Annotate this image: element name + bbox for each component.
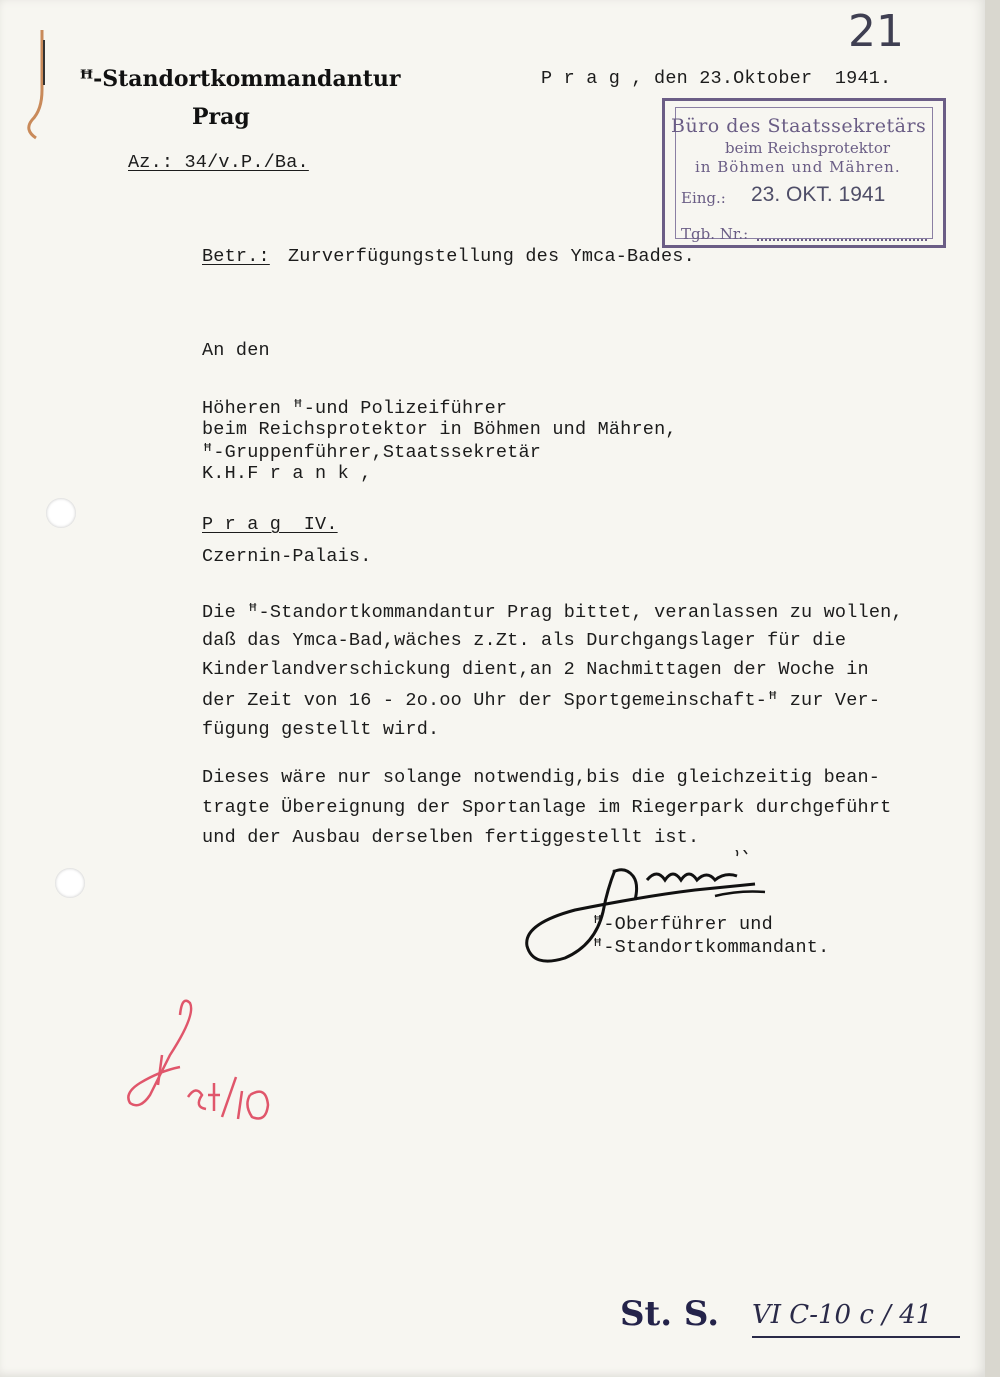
body-line: und der Ausbau derselben fertiggestellt ist. (202, 827, 700, 848)
stamp-tgb-label: Tgb. Nr.: (681, 225, 749, 243)
stamp-eing-label: Eing.: (681, 189, 726, 207)
stamp-office-line: beim Reichsprotektor (725, 139, 891, 157)
place-date: P r a g , den 23.Oktober 1941. (541, 68, 892, 89)
punch-hole-bottom (55, 868, 85, 898)
page-number: 21 (848, 6, 904, 57)
body-line: daß das Ymca-Bad,wäches z.Zt. als Durchgangslager für die (202, 630, 847, 651)
scan-edge (985, 0, 1000, 1377)
body-line: Kinderlandverschickung dient,an 2 Nachmittagen der Woche in (202, 659, 869, 680)
red-marginal-note (110, 985, 280, 1125)
stamp-tgb-dotted-line (757, 239, 927, 241)
signature-title: ꟸ-Standortkommandant. (592, 937, 830, 958)
paper-clip-mark (22, 30, 62, 140)
stamp-office-line: in Böhmen und Mähren. (695, 158, 901, 176)
file-ref-number: VI C-10 c / 41 (752, 1300, 933, 1330)
unit-name: ꟸ-Standortkommandantur (80, 66, 401, 92)
recipient-line: ꟸ-Gruppenführer,Staatssekretär (202, 442, 542, 463)
recipient-line: K.H.F r a n k , (202, 463, 372, 484)
punch-hole-top (46, 498, 76, 528)
body-line: tragte Übereignung der Sportanlage im Riegerpark durchgeführt (202, 797, 892, 818)
signature-title: ꟸ-Oberführer und (592, 914, 773, 935)
recipient-intro: An den (202, 340, 270, 361)
file-ref-underline (752, 1336, 960, 1338)
body-line: Die ꟸ-Standortkommandantur Prag bittet, veranlassen zu wollen, (202, 602, 903, 623)
body-line: Dieses wäre nur solange notwendig,bis die gleichzeitig bean- (202, 767, 881, 788)
recipient-line: Höheren ꟸ-und Polizeiführer (202, 398, 508, 419)
body-line: der Zeit von 16 - 2o.oo Uhr der Sportgemeinschaft-ꟸ zur Ver- (202, 690, 881, 711)
recipient-line: beim Reichsprotektor in Böhmen und Mähren, (202, 419, 677, 440)
body-line: fügung gestellt wird. (202, 719, 440, 740)
unit-city: Prag (192, 104, 250, 130)
subject-text: Zurverfügungstellung des Ymca-Bades. (288, 246, 695, 267)
file-ref-prefix: St. S. (620, 1294, 720, 1334)
recipient-city: P r a g IV. (202, 514, 338, 535)
recipient-address: Czernin-Palais. (202, 546, 372, 567)
receipt-stamp (662, 98, 946, 248)
subject-label: Betr.: (202, 246, 270, 267)
stamp-office-line: Büro des Staatssekretärs (671, 115, 927, 137)
stamp-eing-date: 23. OKT. 1941 (751, 183, 886, 206)
reference-number: Az.: 34/v.P./Ba. (128, 152, 309, 173)
